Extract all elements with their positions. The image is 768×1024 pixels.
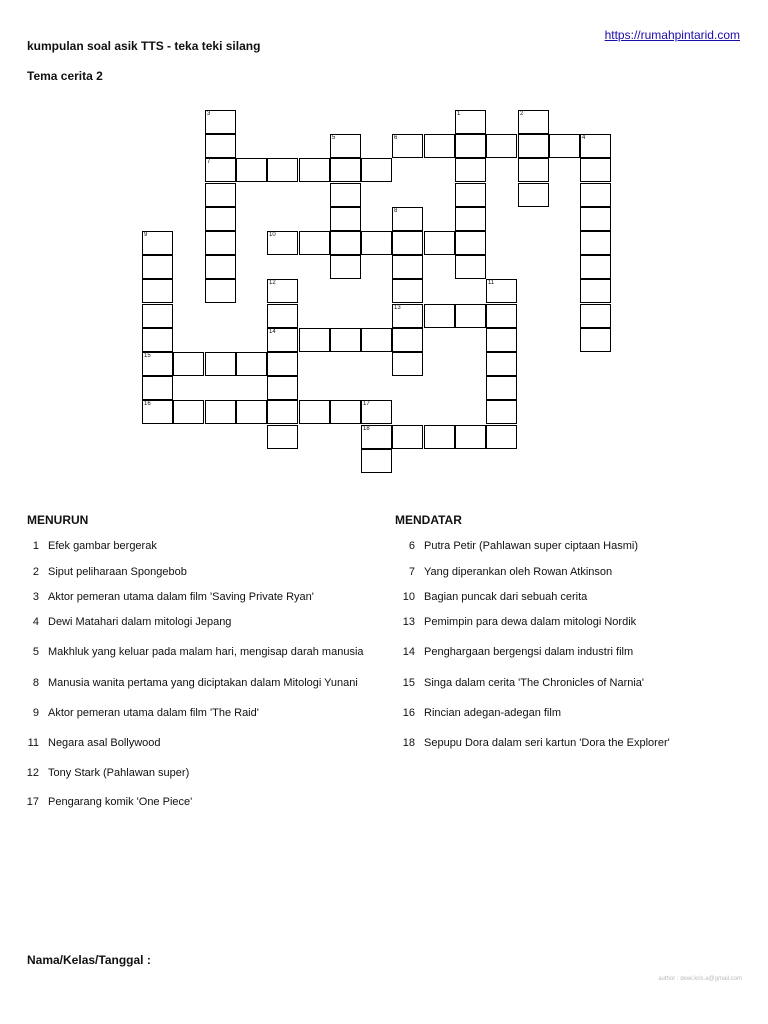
crossword-cell[interactable] — [580, 134, 611, 158]
crossword-cell[interactable] — [392, 304, 423, 328]
cell-number: 13 — [394, 305, 401, 311]
crossword-cell[interactable] — [236, 352, 267, 376]
crossword-cell[interactable] — [392, 255, 423, 279]
crossword-cell[interactable] — [267, 158, 298, 182]
crossword-cell[interactable] — [205, 279, 236, 303]
clue-number: 12 — [26, 767, 39, 779]
clue-item — [25, 735, 161, 751]
crossword-cell[interactable] — [205, 110, 236, 134]
cell-number: 4 — [582, 135, 586, 141]
clue-item — [401, 735, 670, 751]
crossword-cell[interactable] — [486, 134, 517, 158]
crossword-cell[interactable] — [455, 304, 486, 328]
crossword-cell[interactable] — [424, 231, 455, 255]
crossword-cell[interactable] — [392, 328, 423, 352]
clue-number: 4 — [32, 616, 39, 628]
clue-item — [25, 564, 187, 580]
clue-number: 1 — [32, 540, 39, 552]
cell-number: 10 — [269, 232, 276, 238]
crossword-grid — [0, 0, 768, 480]
crossword-cell[interactable] — [580, 279, 611, 303]
crossword-cell[interactable] — [299, 231, 330, 255]
clue-number: 6 — [408, 540, 415, 552]
clue-text: Pemimpin para dewa dalam mitologi Nordik — [424, 616, 637, 628]
clue-item — [25, 644, 364, 660]
clue-item — [25, 538, 157, 554]
crossword-cell[interactable] — [236, 158, 267, 182]
crossword-cell[interactable] — [486, 328, 517, 352]
crossword-cell[interactable] — [142, 231, 173, 255]
crossword-cell[interactable] — [173, 352, 204, 376]
crossword-cell[interactable] — [330, 255, 361, 279]
crossword-cell[interactable] — [142, 352, 173, 376]
crossword-cell[interactable] — [580, 304, 611, 328]
cell-number: 17 — [363, 401, 370, 407]
crossword-cell[interactable] — [205, 183, 236, 207]
crossword-cell[interactable] — [267, 376, 298, 400]
cell-number: 6 — [394, 135, 398, 141]
crossword-cell[interactable] — [267, 279, 298, 303]
clue-number: 16 — [402, 707, 415, 719]
cell-number: 12 — [269, 280, 276, 286]
crossword-cell[interactable] — [580, 231, 611, 255]
crossword-cell[interactable] — [299, 328, 330, 352]
crossword-cell[interactable] — [267, 304, 298, 328]
clue-item — [25, 794, 192, 810]
clue-text: Rincian adegan-adegan film — [424, 707, 561, 719]
clue-text: Yang diperankan oleh Rowan Atkinson — [424, 566, 613, 578]
crossword-cell[interactable] — [580, 183, 611, 207]
clue-number: 2 — [32, 566, 39, 578]
cell-number: 18 — [363, 426, 370, 432]
crossword-cell[interactable] — [392, 425, 423, 449]
crossword-cell[interactable] — [267, 425, 298, 449]
crossword-cell[interactable] — [361, 158, 392, 182]
clue-text: Aktor pemeran utama dalam film 'Saving Private Ryan' — [48, 591, 314, 603]
crossword-cell[interactable] — [455, 158, 486, 182]
website-link[interactable]: https://rumahpintarid.com — [604, 28, 740, 42]
crossword-cell[interactable] — [205, 207, 236, 231]
clue-number: 18 — [402, 737, 415, 749]
crossword-cell[interactable] — [142, 376, 173, 400]
crossword-cell[interactable] — [392, 231, 423, 255]
name-class-date-label: Nama/Kelas/Tanggal : — [27, 953, 151, 967]
crossword-cell[interactable] — [361, 328, 392, 352]
crossword-cell[interactable] — [267, 231, 298, 255]
clue-text: Penghargaan bergengsi dalam industri film — [424, 646, 634, 658]
clue-text: Dewi Matahari dalam mitologi Jepang — [48, 616, 232, 628]
crossword-cell[interactable] — [267, 328, 298, 352]
clue-number: 9 — [32, 707, 39, 719]
clue-text: Efek gambar bergerak — [48, 540, 157, 552]
crossword-cell[interactable] — [424, 134, 455, 158]
crossword-cell[interactable] — [486, 376, 517, 400]
crossword-cell[interactable] — [486, 425, 517, 449]
cell-number: 5 — [332, 135, 336, 141]
clue-text: Siput peliharaan Spongebob — [48, 566, 187, 578]
crossword-cell[interactable] — [361, 425, 392, 449]
crossword-cell[interactable] — [424, 304, 455, 328]
crossword-cell[interactable] — [142, 400, 173, 424]
clue-item — [25, 705, 259, 721]
crossword-cell[interactable] — [455, 255, 486, 279]
clue-item — [401, 675, 644, 691]
crossword-cell[interactable] — [518, 110, 549, 134]
cell-number: 8 — [394, 208, 398, 214]
clue-number: 3 — [32, 591, 39, 603]
crossword-cell[interactable] — [361, 449, 392, 473]
crossword-cell[interactable] — [205, 231, 236, 255]
crossword-cell[interactable] — [299, 400, 330, 424]
crossword-cell[interactable] — [518, 134, 549, 158]
cell-number: 16 — [144, 401, 151, 407]
down-heading: MENURUN — [27, 513, 89, 527]
crossword-cell[interactable] — [142, 279, 173, 303]
cell-number: 9 — [144, 232, 148, 238]
author-credit: author : dewi.kris.a@gmail.com — [658, 976, 742, 982]
clue-text: Bagian puncak dari sebuah cerita — [424, 591, 588, 603]
clue-text: Makhluk yang keluar pada malam hari, mengisap darah manusia — [48, 646, 364, 658]
crossword-cell[interactable] — [205, 400, 236, 424]
crossword-cell[interactable] — [392, 279, 423, 303]
clue-number: 11 — [27, 737, 39, 749]
crossword-cell[interactable] — [142, 304, 173, 328]
clue-text: Sepupu Dora dalam seri kartun 'Dora the Explorer' — [424, 737, 670, 749]
crossword-cell[interactable] — [455, 425, 486, 449]
clue-number: 17 — [26, 796, 39, 808]
crossword-cell[interactable] — [424, 425, 455, 449]
clue-item — [25, 675, 358, 691]
crossword-cell[interactable] — [486, 304, 517, 328]
crossword-cell[interactable] — [392, 207, 423, 231]
crossword-cell[interactable] — [486, 352, 517, 376]
crossword-cell[interactable] — [267, 400, 298, 424]
cell-number: 14 — [269, 329, 276, 335]
clue-item — [401, 538, 638, 554]
crossword-cell[interactable] — [205, 134, 236, 158]
clue-text: Putra Petir (Pahlawan super ciptaan Hasmi) — [424, 540, 638, 552]
clue-item — [25, 589, 314, 605]
crossword-cell[interactable] — [549, 134, 580, 158]
clue-item — [25, 765, 189, 781]
clue-item — [401, 644, 633, 660]
crossword-cell[interactable] — [142, 255, 173, 279]
crossword-cell[interactable] — [518, 158, 549, 182]
crossword-cell[interactable] — [173, 400, 204, 424]
crossword-cell[interactable] — [330, 207, 361, 231]
clue-number: 13 — [402, 616, 415, 628]
crossword-cell[interactable] — [330, 158, 361, 182]
clue-text: Aktor pemeran utama dalam film 'The Raid' — [48, 707, 259, 719]
cell-number: 11 — [488, 280, 495, 286]
clue-item — [401, 564, 612, 580]
cell-number: 1 — [457, 111, 461, 117]
crossword-cell[interactable] — [455, 231, 486, 255]
clue-item — [401, 705, 561, 721]
crossword-cell[interactable] — [392, 134, 423, 158]
clue-number: 15 — [402, 677, 415, 689]
clue-item — [401, 614, 636, 630]
clue-text: Tony Stark (Pahlawan super) — [48, 767, 190, 779]
crossword-cell[interactable] — [330, 328, 361, 352]
crossword-cell[interactable] — [267, 352, 298, 376]
cell-number: 2 — [520, 111, 524, 117]
crossword-cell[interactable] — [330, 400, 361, 424]
crossword-cell[interactable] — [205, 352, 236, 376]
cell-number: 15 — [144, 353, 151, 359]
crossword-cell[interactable] — [580, 255, 611, 279]
crossword-cell[interactable] — [361, 400, 392, 424]
crossword-cell[interactable] — [580, 158, 611, 182]
clue-text: Manusia wanita pertama yang diciptakan dalam Mitologi Yunani — [48, 677, 358, 689]
clue-text: Singa dalam cerita 'The Chronicles of Narnia' — [424, 677, 645, 689]
crossword-cell[interactable] — [299, 158, 330, 182]
crossword-cell[interactable] — [486, 400, 517, 424]
worksheet-title: kumpulan soal asik TTS - teka teki silang — [27, 39, 261, 53]
crossword-cell[interactable] — [455, 183, 486, 207]
crossword-cell[interactable] — [455, 134, 486, 158]
crossword-cell[interactable] — [205, 158, 236, 182]
crossword-cell[interactable] — [205, 255, 236, 279]
crossword-cell[interactable] — [361, 231, 392, 255]
crossword-cell[interactable] — [518, 183, 549, 207]
crossword-cell[interactable] — [392, 352, 423, 376]
crossword-cell[interactable] — [455, 207, 486, 231]
crossword-cell[interactable] — [580, 328, 611, 352]
clue-number: 5 — [32, 646, 39, 658]
clue-number: 14 — [402, 646, 415, 658]
worksheet-theme: Tema cerita 2 — [27, 69, 103, 83]
crossword-cell[interactable] — [486, 279, 517, 303]
crossword-cell[interactable] — [330, 231, 361, 255]
clue-item — [401, 589, 587, 605]
cell-number: 7 — [207, 159, 211, 165]
crossword-cell[interactable] — [580, 207, 611, 231]
crossword-cell[interactable] — [330, 134, 361, 158]
across-heading: MENDATAR — [395, 513, 462, 527]
crossword-cell[interactable] — [455, 110, 486, 134]
clue-text: Pengarang komik 'One Piece' — [48, 796, 193, 808]
crossword-cell[interactable] — [142, 328, 173, 352]
clue-item — [25, 614, 231, 630]
cell-number: 3 — [207, 111, 211, 117]
crossword-cell[interactable] — [236, 400, 267, 424]
clue-number: 8 — [32, 677, 39, 689]
clue-number: 10 — [402, 591, 415, 603]
crossword-cell[interactable] — [330, 183, 361, 207]
clue-text: Negara asal Bollywood — [48, 737, 161, 749]
clue-number: 7 — [408, 566, 415, 578]
